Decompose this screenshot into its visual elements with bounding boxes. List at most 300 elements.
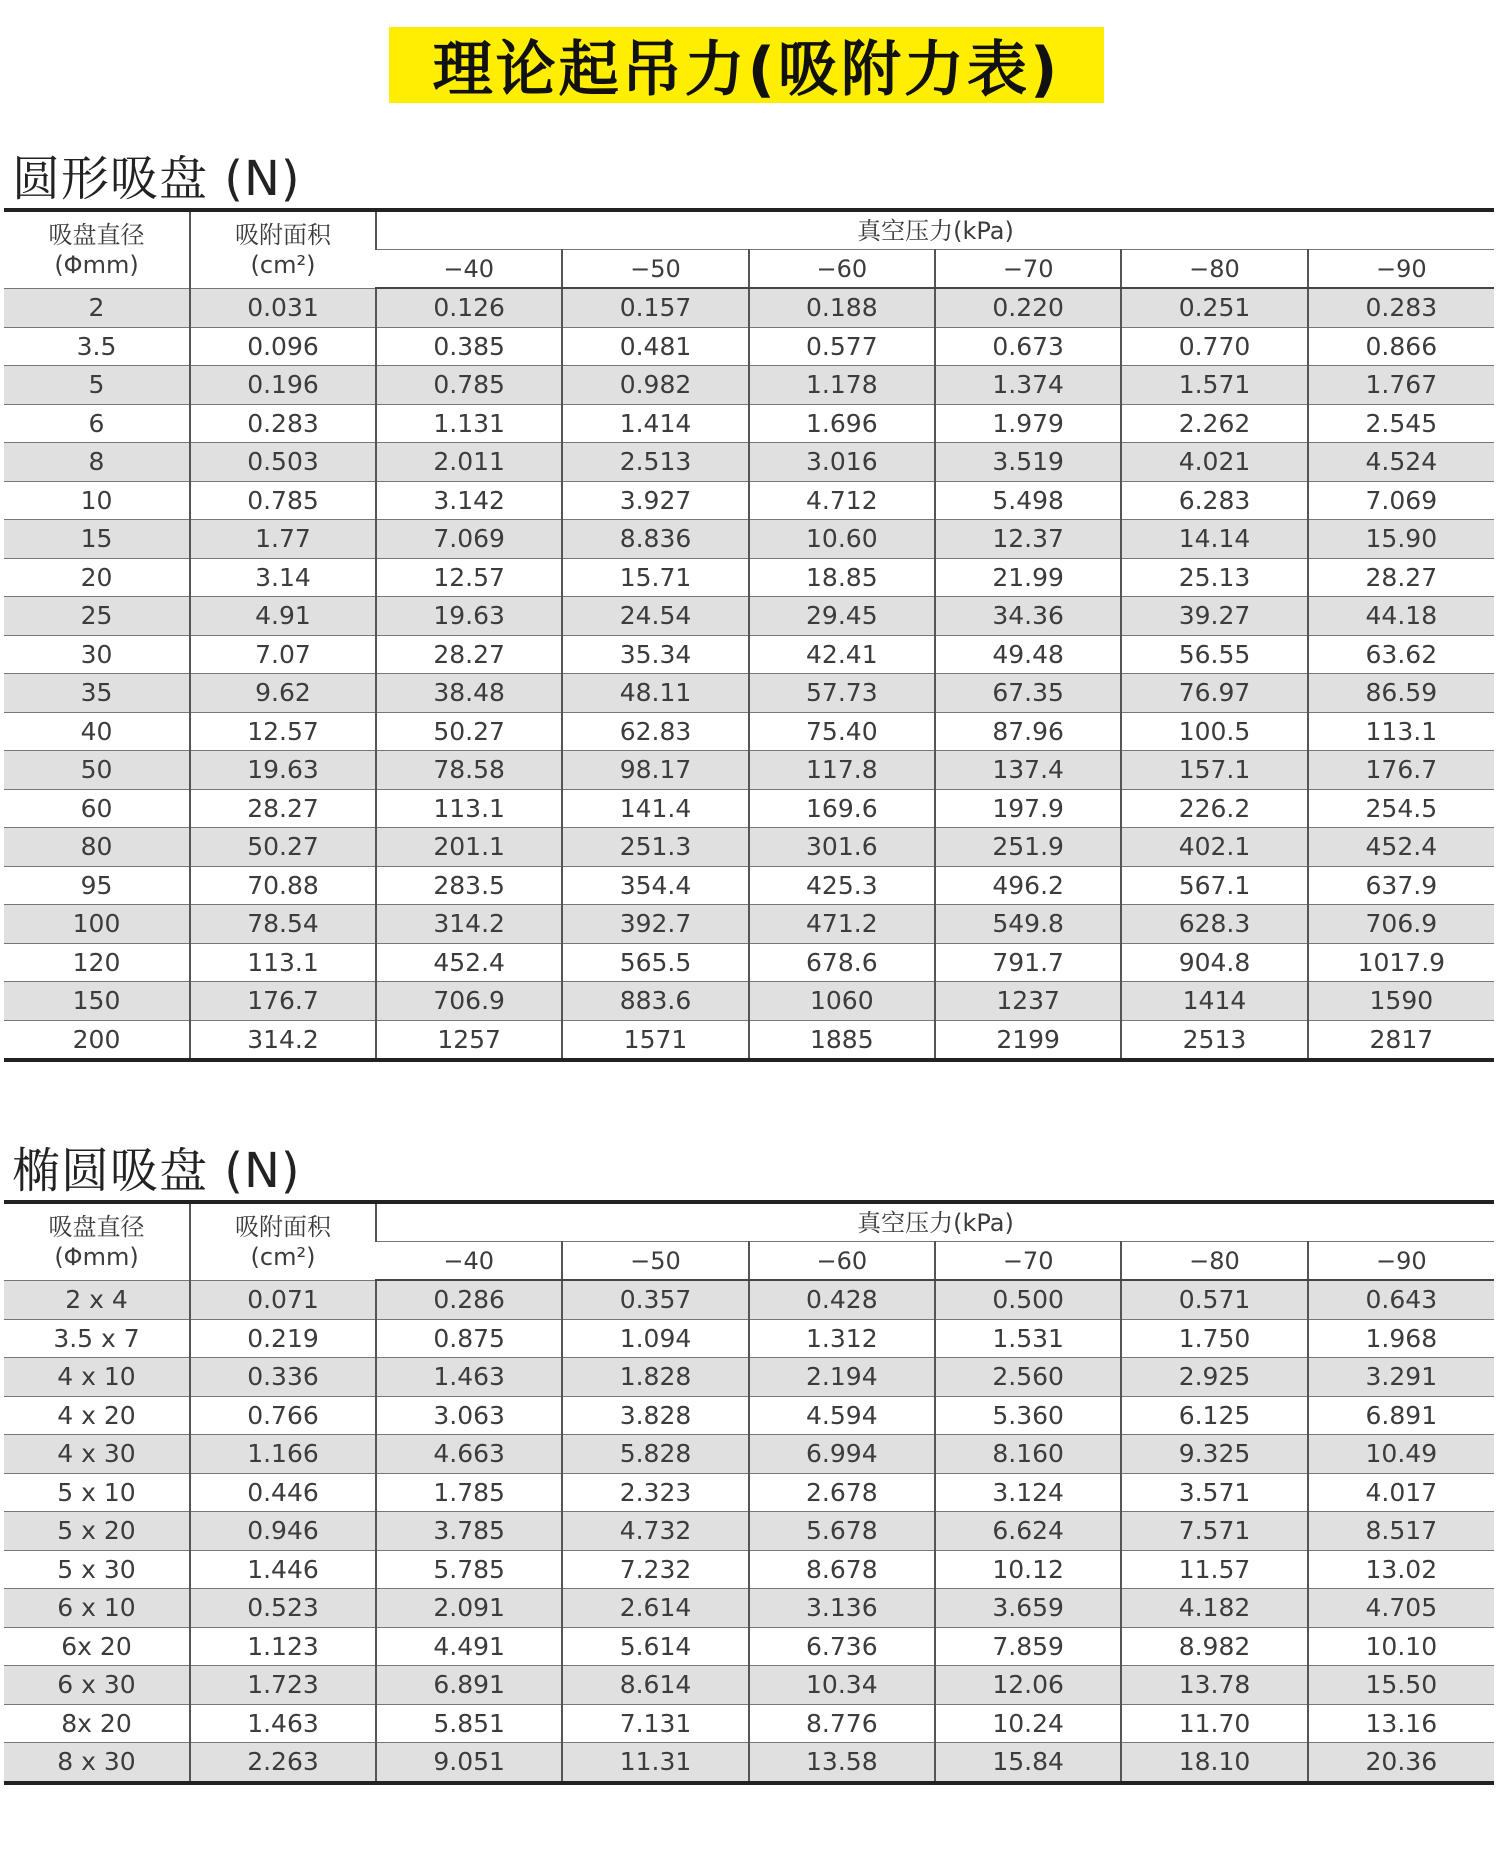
- pressure-value-header: −40: [376, 1242, 562, 1281]
- cup-size-cell: 3.5 x 7: [4, 1319, 190, 1358]
- table-row: [4, 1358, 1494, 1397]
- pressure-header: 真空压力(kPa): [376, 1202, 1494, 1242]
- force-cell: 402.1: [1121, 828, 1307, 867]
- force-cell: 3.927: [562, 481, 748, 520]
- force-cell: 637.9: [1308, 866, 1494, 905]
- force-cell: 87.96: [935, 712, 1121, 751]
- force-cell: 57.73: [749, 674, 935, 713]
- oval-table-body: [4, 1280, 1494, 1783]
- force-cell: 3.124: [935, 1473, 1121, 1512]
- pressure-value-header: −90: [1308, 1242, 1494, 1281]
- cup-size-cell: 6 x 10: [4, 1589, 190, 1628]
- force-cell: 15.90: [1308, 520, 1494, 559]
- cup-size-cell: 4 x 30: [4, 1435, 190, 1474]
- force-cell: 1590: [1308, 982, 1494, 1021]
- force-cell: 48.11: [562, 674, 748, 713]
- force-cell: 56.55: [1121, 635, 1307, 674]
- force-cell: 0.500: [935, 1280, 1121, 1319]
- force-cell: 201.1: [376, 828, 562, 867]
- table-row: [4, 520, 1494, 559]
- force-cell: 0.770: [1121, 327, 1307, 366]
- table-row: [4, 443, 1494, 482]
- force-cell: 0.875: [376, 1319, 562, 1358]
- force-cell: 8.678: [749, 1550, 935, 1589]
- area-cell: 1.463: [190, 1704, 376, 1743]
- force-cell: 2.262: [1121, 404, 1307, 443]
- force-cell: 10.34: [749, 1666, 935, 1705]
- cup-size-cell: 200: [4, 1020, 190, 1060]
- cup-size-cell: 80: [4, 828, 190, 867]
- area-cell: 1.123: [190, 1627, 376, 1666]
- force-cell: 2.513: [562, 443, 748, 482]
- cup-size-cell: 95: [4, 866, 190, 905]
- force-cell: 28.27: [1308, 558, 1494, 597]
- area-cell: 113.1: [190, 943, 376, 982]
- force-cell: 5.360: [935, 1396, 1121, 1435]
- pressure-value-header: −70: [935, 1242, 1121, 1281]
- area-cell: 12.57: [190, 712, 376, 751]
- force-cell: 75.40: [749, 712, 935, 751]
- force-cell: 62.83: [562, 712, 748, 751]
- diameter-header: [4, 210, 190, 288]
- area-cell: 2.263: [190, 1743, 376, 1783]
- cup-size-cell: 120: [4, 943, 190, 982]
- round-cup-table: [4, 208, 1494, 1062]
- pressure-value-header: −60: [749, 1242, 935, 1281]
- banner: [389, 27, 1104, 103]
- force-cell: 141.4: [562, 789, 748, 828]
- pressure-value-header: −50: [562, 250, 748, 289]
- table-row: [4, 828, 1494, 867]
- cup-size-cell: 60: [4, 789, 190, 828]
- pressure-value-header: −50: [562, 1242, 748, 1281]
- area-cell: 0.336: [190, 1358, 376, 1397]
- force-cell: 2.194: [749, 1358, 935, 1397]
- force-cell: 2513: [1121, 1020, 1307, 1060]
- table-row: [4, 1589, 1494, 1628]
- cup-size-cell: 5: [4, 366, 190, 405]
- cup-size-cell: 25: [4, 597, 190, 636]
- area-header: [190, 1202, 376, 1280]
- table-row: [4, 635, 1494, 674]
- cup-size-cell: 40: [4, 712, 190, 751]
- force-cell: 791.7: [935, 943, 1121, 982]
- pressure-value-header: −40: [376, 250, 562, 289]
- table-row: [4, 1020, 1494, 1060]
- force-cell: 301.6: [749, 828, 935, 867]
- force-cell: 706.9: [376, 982, 562, 1021]
- table-row: [4, 943, 1494, 982]
- force-cell: 8.160: [935, 1435, 1121, 1474]
- force-cell: 678.6: [749, 943, 935, 982]
- force-cell: 0.126: [376, 288, 562, 327]
- force-cell: 6.994: [749, 1435, 935, 1474]
- area-cell: 78.54: [190, 905, 376, 944]
- force-cell: 11.70: [1121, 1704, 1307, 1743]
- table-row: [4, 366, 1494, 405]
- table-row: [4, 982, 1494, 1021]
- force-cell: 6.891: [376, 1666, 562, 1705]
- force-cell: 904.8: [1121, 943, 1307, 982]
- area-cell: 0.766: [190, 1396, 376, 1435]
- force-cell: 113.1: [376, 789, 562, 828]
- table-row: [4, 288, 1494, 327]
- force-cell: 10.10: [1308, 1627, 1494, 1666]
- force-cell: 15.50: [1308, 1666, 1494, 1705]
- pressure-header: 真空压力(kPa): [376, 210, 1494, 250]
- cup-size-cell: 2 x 4: [4, 1280, 190, 1319]
- force-cell: 0.220: [935, 288, 1121, 327]
- force-cell: 706.9: [1308, 905, 1494, 944]
- area-cell: 70.88: [190, 866, 376, 905]
- oval-section-title: 椭圆吸盘 (N): [12, 1143, 301, 1199]
- area-cell: 0.946: [190, 1512, 376, 1551]
- force-cell: 2.925: [1121, 1358, 1307, 1397]
- force-cell: 567.1: [1121, 866, 1307, 905]
- pressure-value-header: −60: [749, 250, 935, 289]
- force-cell: 549.8: [935, 905, 1121, 944]
- force-cell: 113.1: [1308, 712, 1494, 751]
- force-cell: 34.36: [935, 597, 1121, 636]
- force-cell: 1414: [1121, 982, 1307, 1021]
- force-cell: 44.18: [1308, 597, 1494, 636]
- force-cell: 254.5: [1308, 789, 1494, 828]
- force-cell: 1571: [562, 1020, 748, 1060]
- force-cell: 1.094: [562, 1319, 748, 1358]
- force-cell: 29.45: [749, 597, 935, 636]
- table-row: [4, 597, 1494, 636]
- area-cell: 0.785: [190, 481, 376, 520]
- table-row: [4, 1512, 1494, 1551]
- cup-size-cell: 20: [4, 558, 190, 597]
- force-cell: 38.48: [376, 674, 562, 713]
- force-cell: 24.54: [562, 597, 748, 636]
- force-cell: 1.463: [376, 1358, 562, 1397]
- area-cell: 4.91: [190, 597, 376, 636]
- area-cell: 9.62: [190, 674, 376, 713]
- cup-size-cell: 6: [4, 404, 190, 443]
- force-cell: 157.1: [1121, 751, 1307, 790]
- table-row: [4, 558, 1494, 597]
- force-cell: 1.767: [1308, 366, 1494, 405]
- header-row: [4, 210, 1494, 250]
- force-cell: 5.678: [749, 1512, 935, 1551]
- cup-size-cell: 5 x 10: [4, 1473, 190, 1512]
- force-cell: 1.131: [376, 404, 562, 443]
- force-cell: 19.63: [376, 597, 562, 636]
- force-cell: 197.9: [935, 789, 1121, 828]
- force-cell: 2.011: [376, 443, 562, 482]
- cup-size-cell: 8: [4, 443, 190, 482]
- force-cell: 1.785: [376, 1473, 562, 1512]
- table-row: [4, 674, 1494, 713]
- force-cell: 42.41: [749, 635, 935, 674]
- cup-size-cell: 150: [4, 982, 190, 1021]
- cup-size-cell: 3.5: [4, 327, 190, 366]
- force-cell: 18.10: [1121, 1743, 1307, 1783]
- area-cell: 1.166: [190, 1435, 376, 1474]
- force-cell: 4.594: [749, 1396, 935, 1435]
- diameter-header-line1: 吸盘直径: [48, 220, 145, 249]
- area-cell: 0.219: [190, 1319, 376, 1358]
- force-cell: 883.6: [562, 982, 748, 1021]
- banner-title: 理论起吊力(吸附力表): [432, 35, 1061, 105]
- table-row: [4, 1319, 1494, 1358]
- force-cell: 15.71: [562, 558, 748, 597]
- force-cell: 117.8: [749, 751, 935, 790]
- force-cell: 4.524: [1308, 443, 1494, 482]
- cup-size-cell: 6 x 30: [4, 1666, 190, 1705]
- force-cell: 98.17: [562, 751, 748, 790]
- force-cell: 0.385: [376, 327, 562, 366]
- force-cell: 3.016: [749, 443, 935, 482]
- force-cell: 7.069: [376, 520, 562, 559]
- cup-size-cell: 30: [4, 635, 190, 674]
- table-row: [4, 1743, 1494, 1783]
- area-header-line2: (cm²): [250, 250, 316, 279]
- force-cell: 452.4: [1308, 828, 1494, 867]
- area-cell: 1.77: [190, 520, 376, 559]
- force-cell: 10.60: [749, 520, 935, 559]
- force-cell: 0.673: [935, 327, 1121, 366]
- force-cell: 63.62: [1308, 635, 1494, 674]
- force-cell: 25.13: [1121, 558, 1307, 597]
- force-cell: 226.2: [1121, 789, 1307, 828]
- force-cell: 5.851: [376, 1704, 562, 1743]
- force-cell: 565.5: [562, 943, 748, 982]
- table-row: [4, 481, 1494, 520]
- cup-size-cell: 6x 20: [4, 1627, 190, 1666]
- force-cell: 0.428: [749, 1280, 935, 1319]
- force-cell: 0.571: [1121, 1280, 1307, 1319]
- force-cell: 6.283: [1121, 481, 1307, 520]
- force-cell: 251.9: [935, 828, 1121, 867]
- table-row: [4, 1627, 1494, 1666]
- area-header-line1: 吸附面积: [235, 220, 331, 249]
- force-cell: 3.142: [376, 481, 562, 520]
- force-cell: 14.14: [1121, 520, 1307, 559]
- diameter-header-line2: (Φmm): [54, 1242, 139, 1271]
- force-cell: 6.125: [1121, 1396, 1307, 1435]
- force-cell: 5.498: [935, 481, 1121, 520]
- table-row: [4, 1280, 1494, 1319]
- force-cell: 35.34: [562, 635, 748, 674]
- force-cell: 8.517: [1308, 1512, 1494, 1551]
- area-header-line2: (cm²): [250, 1242, 316, 1271]
- force-cell: 452.4: [376, 943, 562, 982]
- diameter-header-line2: (Φmm): [54, 250, 139, 279]
- force-cell: 78.58: [376, 751, 562, 790]
- table-row: [4, 789, 1494, 828]
- area-header-line1: 吸附面积: [235, 1212, 331, 1241]
- force-cell: 1885: [749, 1020, 935, 1060]
- area-cell: 1.446: [190, 1550, 376, 1589]
- area-cell: 176.7: [190, 982, 376, 1021]
- force-cell: 6.624: [935, 1512, 1121, 1551]
- force-cell: 471.2: [749, 905, 935, 944]
- cup-size-cell: 2: [4, 288, 190, 327]
- table-row: [4, 1550, 1494, 1589]
- force-cell: 0.283: [1308, 288, 1494, 327]
- force-cell: 251.3: [562, 828, 748, 867]
- force-cell: 4.732: [562, 1512, 748, 1551]
- force-cell: 2199: [935, 1020, 1121, 1060]
- force-cell: 2.323: [562, 1473, 748, 1512]
- force-cell: 4.705: [1308, 1589, 1494, 1628]
- force-cell: 1.696: [749, 404, 935, 443]
- force-cell: 1.414: [562, 404, 748, 443]
- force-cell: 1237: [935, 982, 1121, 1021]
- force-cell: 100.5: [1121, 712, 1307, 751]
- force-cell: 3.519: [935, 443, 1121, 482]
- force-cell: 50.27: [376, 712, 562, 751]
- table-row: [4, 404, 1494, 443]
- force-cell: 137.4: [935, 751, 1121, 790]
- cup-size-cell: 35: [4, 674, 190, 713]
- force-cell: 0.866: [1308, 327, 1494, 366]
- force-cell: 5.828: [562, 1435, 748, 1474]
- force-cell: 1.750: [1121, 1319, 1307, 1358]
- force-cell: 3.659: [935, 1589, 1121, 1628]
- force-cell: 1060: [749, 982, 935, 1021]
- table-row: [4, 1396, 1494, 1435]
- force-cell: 4.663: [376, 1435, 562, 1474]
- table-row: [4, 866, 1494, 905]
- force-cell: 7.571: [1121, 1512, 1307, 1551]
- area-cell: 0.096: [190, 327, 376, 366]
- force-cell: 354.4: [562, 866, 748, 905]
- force-cell: 176.7: [1308, 751, 1494, 790]
- force-cell: 1.828: [562, 1358, 748, 1397]
- cup-size-cell: 10: [4, 481, 190, 520]
- force-cell: 3.571: [1121, 1473, 1307, 1512]
- table-row: [4, 905, 1494, 944]
- force-cell: 1257: [376, 1020, 562, 1060]
- area-cell: 314.2: [190, 1020, 376, 1060]
- force-cell: 1.571: [1121, 366, 1307, 405]
- table-row: [4, 712, 1494, 751]
- cup-size-cell: 15: [4, 520, 190, 559]
- force-cell: 8.836: [562, 520, 748, 559]
- force-cell: 15.84: [935, 1743, 1121, 1783]
- force-cell: 67.35: [935, 674, 1121, 713]
- force-cell: 8.982: [1121, 1627, 1307, 1666]
- force-cell: 8.776: [749, 1704, 935, 1743]
- table-row: [4, 1666, 1494, 1705]
- force-cell: 10.49: [1308, 1435, 1494, 1474]
- force-cell: 86.59: [1308, 674, 1494, 713]
- force-cell: 18.85: [749, 558, 935, 597]
- cup-size-cell: 5 x 20: [4, 1512, 190, 1551]
- cup-size-cell: 4 x 20: [4, 1396, 190, 1435]
- force-cell: 2.091: [376, 1589, 562, 1628]
- force-cell: 1.979: [935, 404, 1121, 443]
- cup-size-cell: 100: [4, 905, 190, 944]
- area-cell: 28.27: [190, 789, 376, 828]
- force-cell: 4.017: [1308, 1473, 1494, 1512]
- area-cell: 50.27: [190, 828, 376, 867]
- force-cell: 6.891: [1308, 1396, 1494, 1435]
- area-cell: 0.283: [190, 404, 376, 443]
- force-cell: 0.357: [562, 1280, 748, 1319]
- force-cell: 496.2: [935, 866, 1121, 905]
- force-cell: 7.069: [1308, 481, 1494, 520]
- oval-cup-table: [4, 1200, 1494, 1785]
- force-cell: 0.643: [1308, 1280, 1494, 1319]
- force-cell: 169.6: [749, 789, 935, 828]
- pressure-value-header: −70: [935, 250, 1121, 289]
- force-cell: 12.57: [376, 558, 562, 597]
- cup-size-cell: 8 x 30: [4, 1743, 190, 1783]
- force-cell: 2.545: [1308, 404, 1494, 443]
- force-cell: 28.27: [376, 635, 562, 674]
- table-row: [4, 1435, 1494, 1474]
- table-row: [4, 327, 1494, 366]
- force-cell: 2.560: [935, 1358, 1121, 1397]
- force-cell: 11.57: [1121, 1550, 1307, 1589]
- cup-size-cell: 4 x 10: [4, 1358, 190, 1397]
- force-cell: 39.27: [1121, 597, 1307, 636]
- area-cell: 0.071: [190, 1280, 376, 1319]
- cup-size-cell: 5 x 30: [4, 1550, 190, 1589]
- pressure-value-header: −90: [1308, 250, 1494, 289]
- force-cell: 2817: [1308, 1020, 1494, 1060]
- header-row: [4, 1202, 1494, 1242]
- force-cell: 0.785: [376, 366, 562, 405]
- force-cell: 7.131: [562, 1704, 748, 1743]
- force-cell: 13.16: [1308, 1704, 1494, 1743]
- force-cell: 3.136: [749, 1589, 935, 1628]
- force-cell: 314.2: [376, 905, 562, 944]
- force-cell: 1.178: [749, 366, 935, 405]
- force-cell: 1017.9: [1308, 943, 1494, 982]
- force-cell: 4.712: [749, 481, 935, 520]
- force-cell: 9.325: [1121, 1435, 1307, 1474]
- force-cell: 20.36: [1308, 1743, 1494, 1783]
- round-table-body: [4, 288, 1494, 1060]
- pressure-value-header: −80: [1121, 250, 1307, 289]
- force-cell: 425.3: [749, 866, 935, 905]
- force-cell: 9.051: [376, 1743, 562, 1783]
- area-header: [190, 210, 376, 288]
- force-cell: 4.021: [1121, 443, 1307, 482]
- force-cell: 3.785: [376, 1512, 562, 1551]
- force-cell: 3.828: [562, 1396, 748, 1435]
- diameter-header: [4, 1202, 190, 1280]
- area-cell: 0.196: [190, 366, 376, 405]
- force-cell: 392.7: [562, 905, 748, 944]
- force-cell: 0.188: [749, 288, 935, 327]
- force-cell: 13.02: [1308, 1550, 1494, 1589]
- force-cell: 0.481: [562, 327, 748, 366]
- force-cell: 4.182: [1121, 1589, 1307, 1628]
- force-cell: 6.736: [749, 1627, 935, 1666]
- force-cell: 8.614: [562, 1666, 748, 1705]
- area-cell: 7.07: [190, 635, 376, 674]
- pressure-value-header: −80: [1121, 1242, 1307, 1281]
- area-cell: 0.523: [190, 1589, 376, 1628]
- force-cell: 1.531: [935, 1319, 1121, 1358]
- force-cell: 11.31: [562, 1743, 748, 1783]
- force-cell: 49.48: [935, 635, 1121, 674]
- area-cell: 3.14: [190, 558, 376, 597]
- force-cell: 2.678: [749, 1473, 935, 1512]
- force-cell: 1.968: [1308, 1319, 1494, 1358]
- force-cell: 0.157: [562, 288, 748, 327]
- force-cell: 7.232: [562, 1550, 748, 1589]
- force-cell: 10.12: [935, 1550, 1121, 1589]
- force-cell: 12.06: [935, 1666, 1121, 1705]
